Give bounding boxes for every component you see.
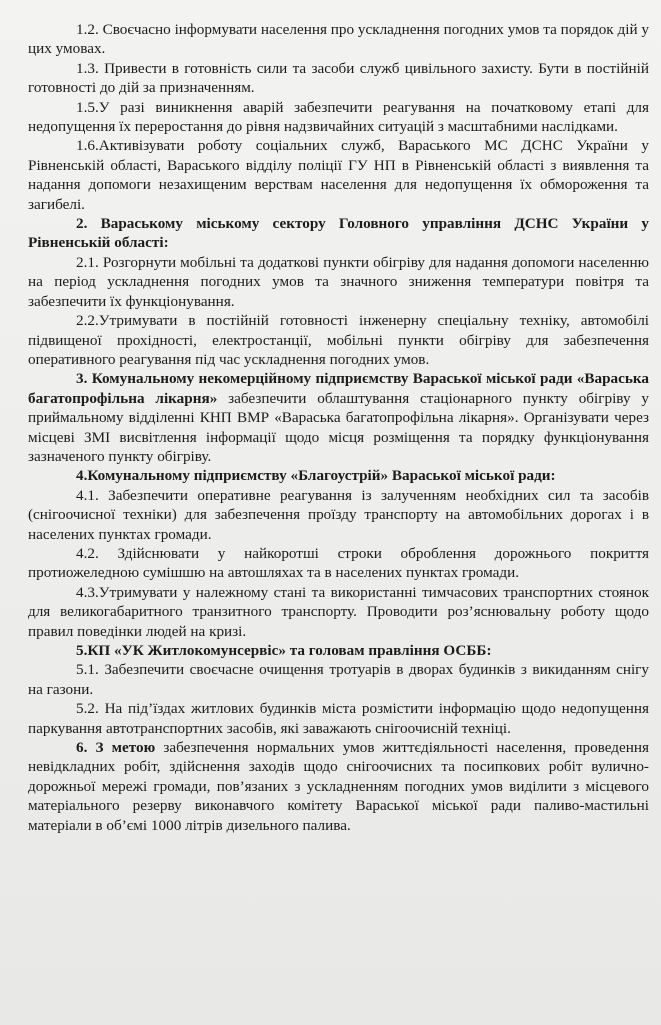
section-3: 3. Комунальному некомерційному підприємству Вараської міської ради «Вараська багатопрофільна лікарня» забезпечити облаштування стаціонарного пункту обігріву у приймальному відділенні КНП ВМР «Вараська багатопрофільна лікарня». Організувати через місцеві ЗМІ висвітлення інформації щодо місця розміщення та порядку функціонування зазначеного пункту обігріву. xyxy=(28,370,650,465)
section-2-heading: 2. Вараському міському сектору Головного управління ДСНС України у Рівненській області: xyxy=(28,215,649,252)
paragraph-1-3: 1.3. Привести в готовність сили та засоби служб цивільного захисту. Бути в постійній готовності до дій за призначенням. xyxy=(28,59,649,97)
paragraph-1-2: 1.2. Своєчасно інформувати населення про ускладнення погодних умов та порядок дій у цих умовах. xyxy=(28,21,649,58)
paragraph-1-5: 1.5.У разі виникнення аварій забезпечити реагування на початковому етапі для недопущення їх переростання до рівня надзвичайних ситуацій з масштабними наслідками. xyxy=(28,98,649,136)
section-4-heading: 4.Комунальному підприємству «Благоустрій» Вараської міської ради: xyxy=(76,467,556,485)
section-6: 6. З метою забезпечення нормальних умов життєдіяльності населення, проведення невідкладних робіт, здійснення заходів щодо снігоочисних та посипкових робіт вулично-дорожньої мережі громади, пов’язаних з ускладненням погодних умов виділити з місцевого матеріального резерву виконавчого комітету Вараської міської ради паливо-мастильні матеріали в об’ємі 1000 літрів дизельного палива. xyxy=(28,739,649,834)
paragraph-5-1: 5.1. Забезпечити своєчасне очищення тротуарів в дворах будинків з викиданням снігу на газони. xyxy=(28,661,649,698)
paragraph-4-2: 4.2. Здійснювати у найкоротші строки оброблення дорожнього покриття протиожеледною сумішшю на автошляхах та в населених пунктах громади. xyxy=(28,544,649,582)
paragraph-4-1: 4.1. Забезпечити оперативне реагування із залученням необхідних сил та засобів (снігоочисної техніки) для забезпечення проїзду транспорту на автомобільних дорогах і в населених пунктах громади. xyxy=(28,486,649,543)
section-5-heading: 5.КП «УК Житлокомунсервіс» та головам правління ОСББ: xyxy=(76,642,492,659)
paragraph-5-2: 5.2. На під’їздах житлових будинків міста розмістити інформацію щодо недопущення паркування автотранспортних засобів, які заважають снігоочисній техніці. xyxy=(28,700,649,737)
paragraph-2-1: 2.1. Розгорнути мобільні та додаткові пункти обігріву для надання допомоги населенню на період ускладнення погодних умов та значного зниження температури повітря та забезпечити їх функціонування. xyxy=(28,253,649,310)
paragraph-4-3: 4.3.Утримувати у належному стані та використанні тимчасових транспортних стоянок для великогабаритного транзитного транспорту. Проводити роз’яснювальну роботу щодо правил поведінки людей на кризі. xyxy=(28,583,649,640)
paragraph-2-2: 2.2.Утримувати в постійній готовності інженерну спеціальну техніку, автомобілі підвищеної прохідності, електростанції, мобільні пункти обігріву для забезпечення оперативного реагування під час ускладнення погодних умов. xyxy=(28,312,649,368)
paragraph-1-6: 1.6.Активізувати роботу соціальних служб, Вараського МС ДСНС України у Рівненській області, Вараського відділу поліції ГУ НП в Рівненській області з виявлення та надання допомоги незахищеним верствам населення для недопущення їх обмороження та загибелі. xyxy=(28,137,649,213)
